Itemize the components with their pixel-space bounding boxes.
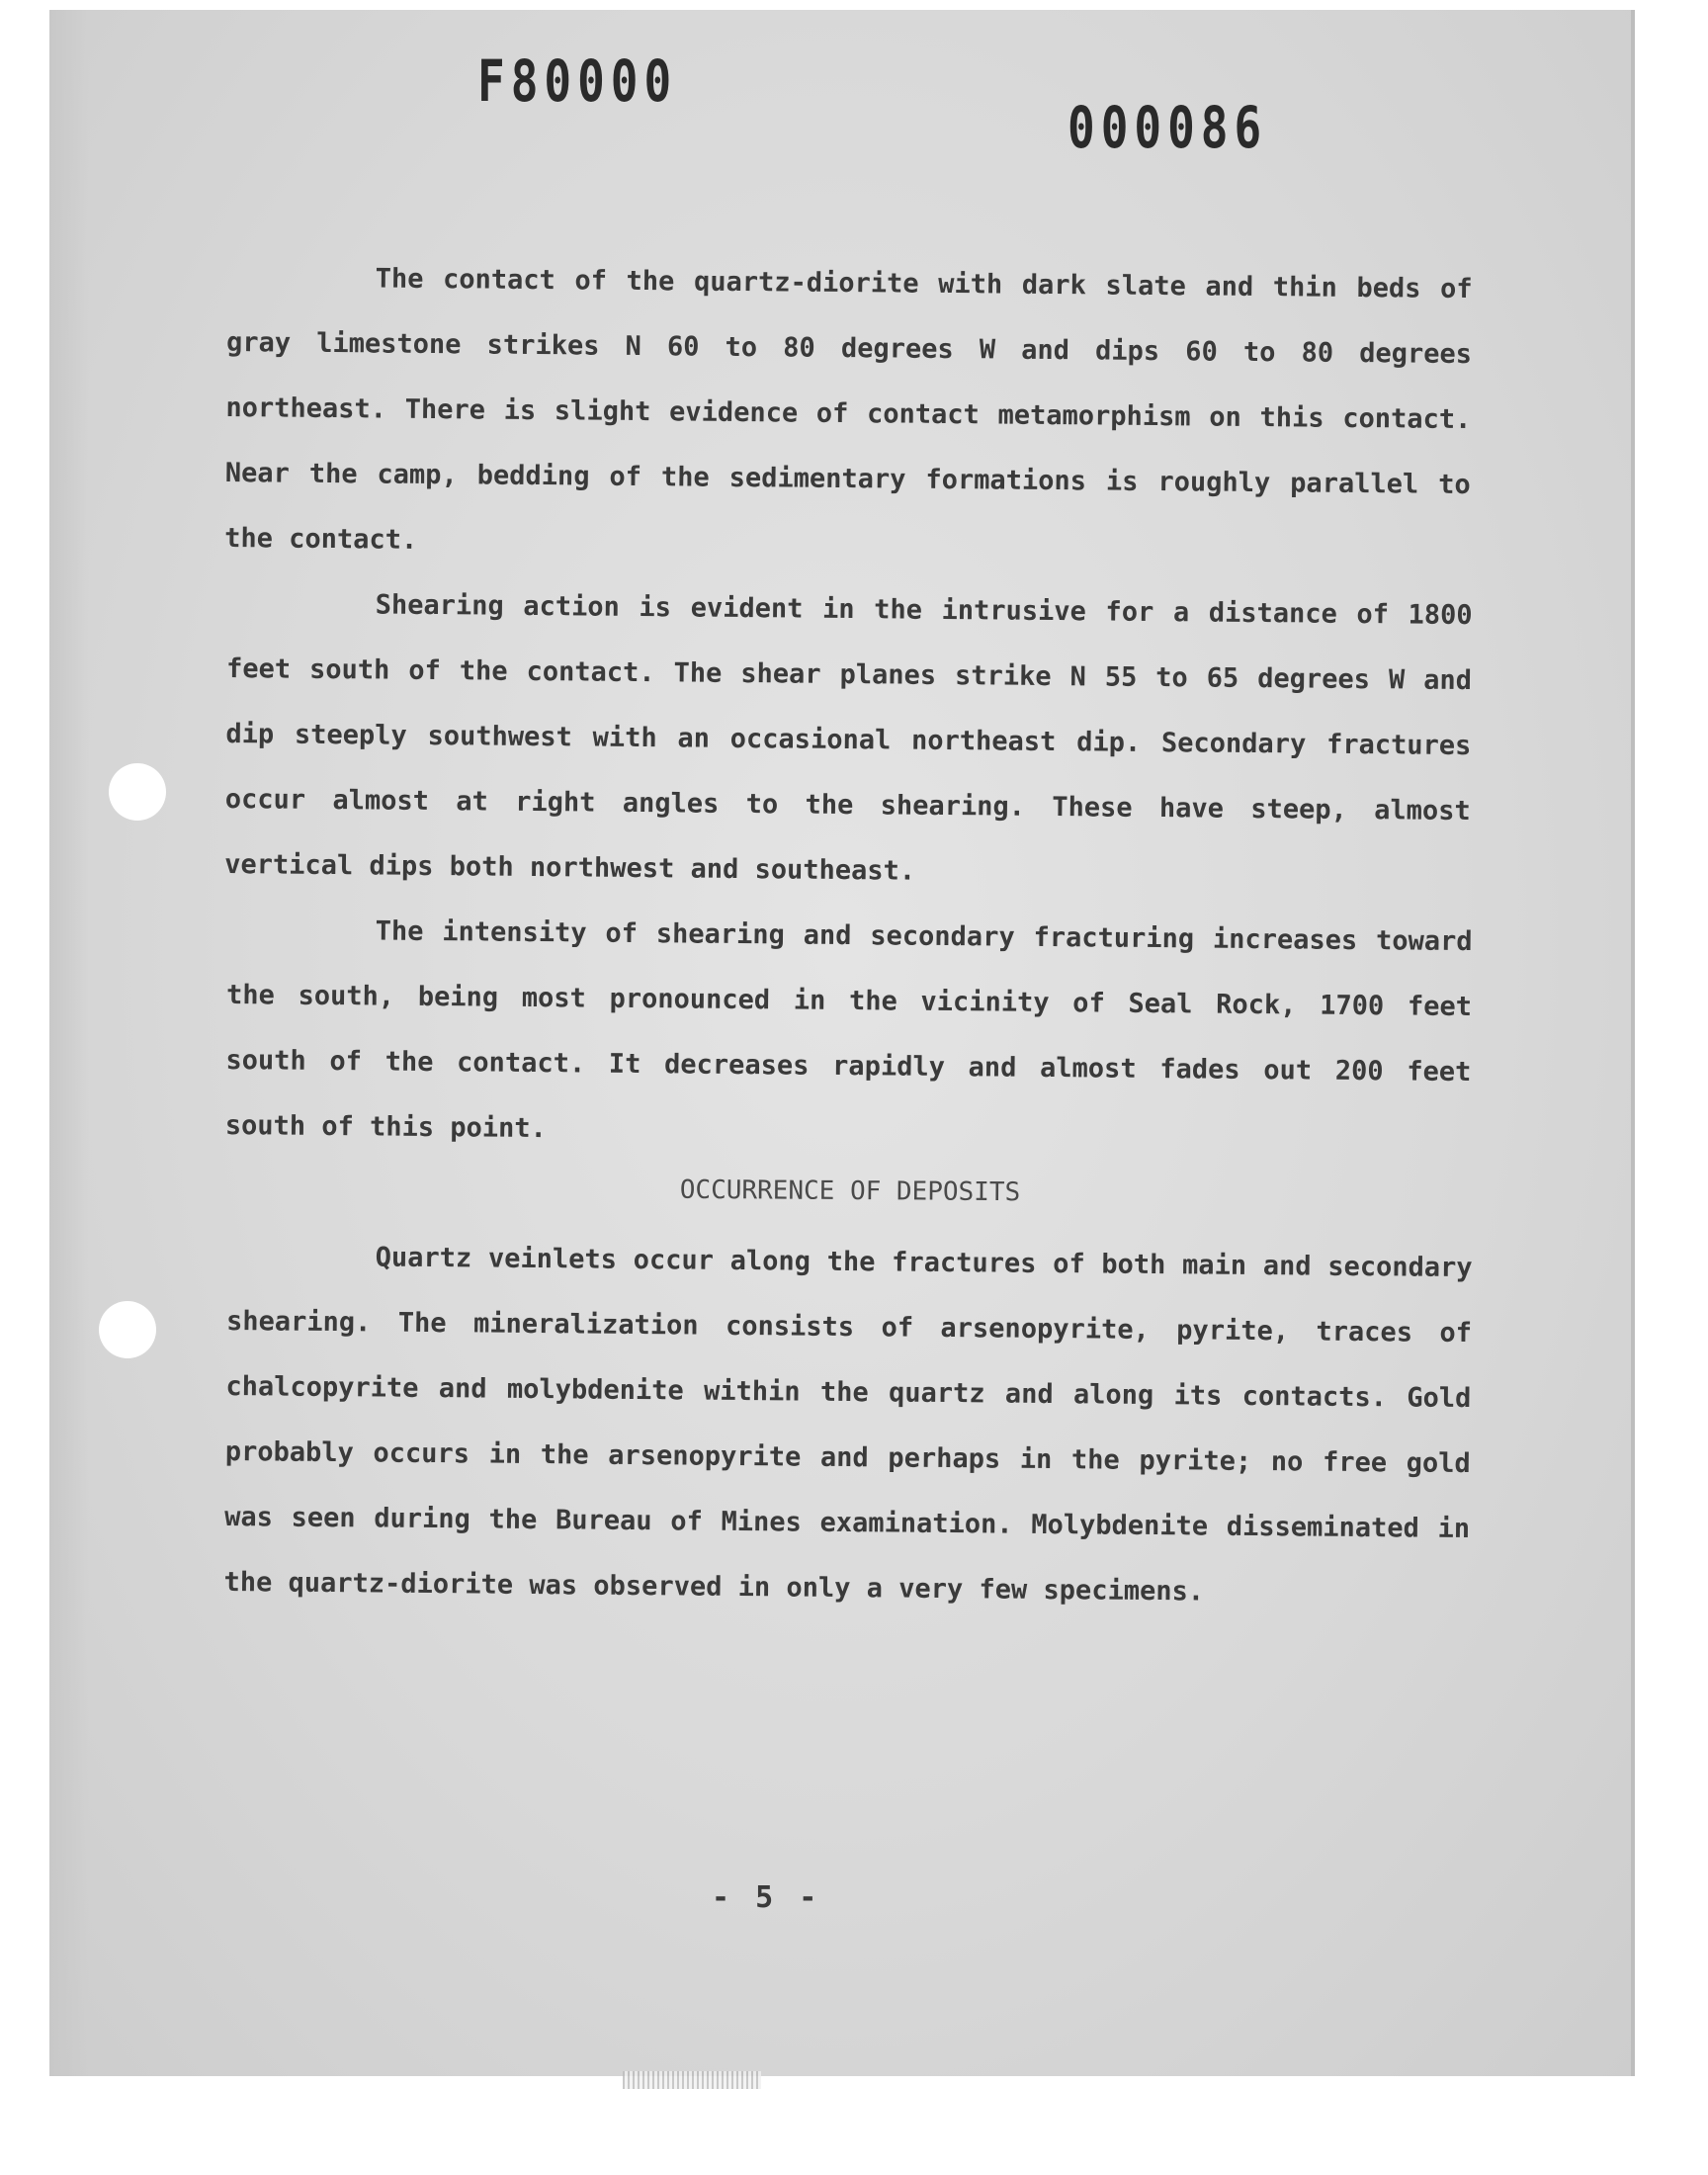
section-heading: OCCURRENCE OF DEPOSITS bbox=[679, 1174, 1021, 1208]
punch-hole-top bbox=[109, 763, 166, 821]
body-text bbox=[223, 245, 1473, 1615]
paragraph-deposits: Quartz veinlets occur along the fractures of both main and secondary shearing. The mineralization consists of arsenopyrite, pyrite, traces of chalcopyrite and molybdenite within the quartz and along its contacts. Gold probably occurs in the arsenopyrite and perhaps in the pyrite; no free gold was seen during the Bureau of Mines examination. Molybdenite disseminated in the quartz-diorite was observed in only a very few specimens. bbox=[223, 1242, 1473, 1608]
paragraph-contact: The contact of the quartz-diorite with dark slate and thin beds of gray limestone strikes N 60 to 80 degrees W and dips 60 to 80 degrees northeast. There is slight evidence of contact metamorphism on this contact. Near the camp, bedding of the sedimentary formations is roughly parallel to the contact. bbox=[224, 263, 1473, 556]
page-number: - 5 - bbox=[712, 1880, 821, 1915]
document-stamp-left: F80000 bbox=[477, 47, 678, 115]
sheet-edge-shadow bbox=[49, 10, 89, 2076]
punch-hole-bottom bbox=[99, 1301, 156, 1358]
document-stamp-right: 000086 bbox=[1068, 94, 1268, 161]
paragraph-intensity: The intensity of shearing and secondary fracturing increases toward the south, being most pronounced in the vicinity of Seal Rock, 1700 feet south of the contact. It decreases rapidly and almost fades out 200 feet south of this point. bbox=[224, 915, 1473, 1145]
paragraph-shearing: Shearing action is evident in the intrusive for a distance of 1800 feet south of the contact. The shear planes strike N 55 to 65 degrees W and dip steeply southwest with an occasional northeast dip. Secondary fractures occur almost at right angles to the shearing. These have steep, almost vertical dips both northwest and southeast. bbox=[224, 589, 1473, 887]
scan-artifact-strip bbox=[623, 2071, 761, 2089]
